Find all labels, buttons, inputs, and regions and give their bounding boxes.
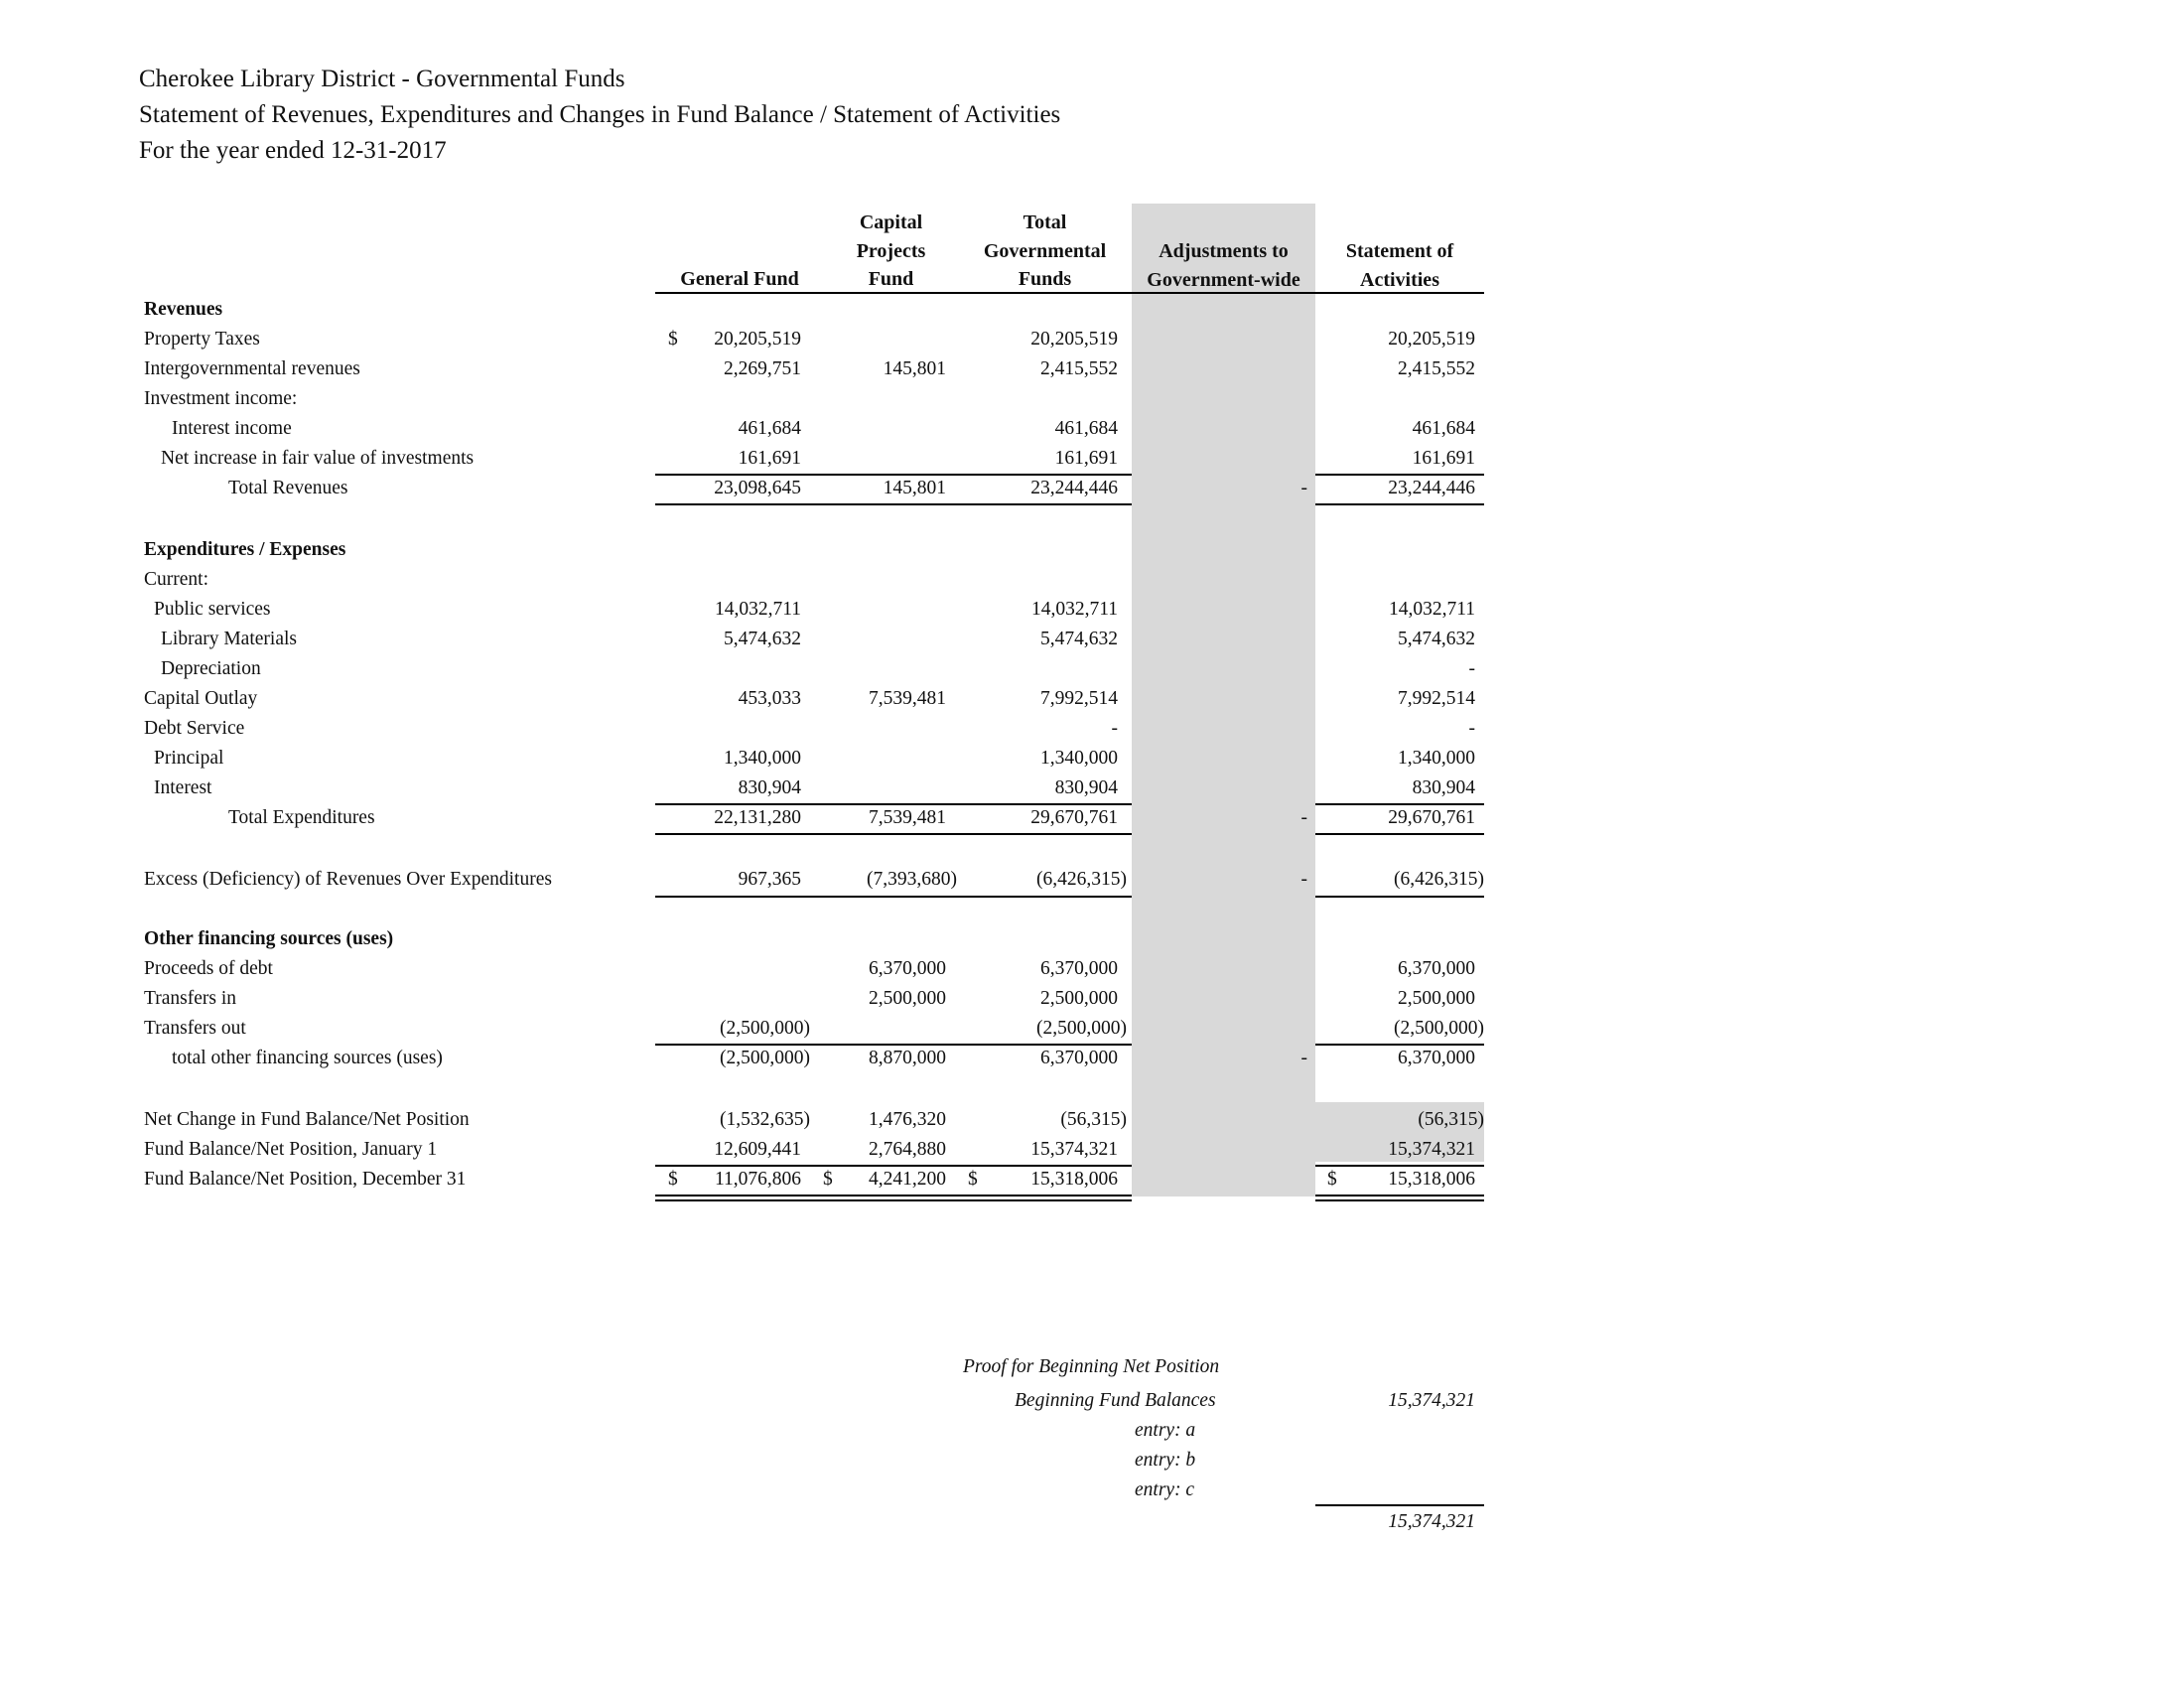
- report-title: Cherokee Library District - Governmental Funds: [139, 66, 625, 92]
- cell-general-fund: (2,500,000): [720, 1048, 810, 1068]
- proof-total: 15,374,321: [1388, 1511, 1475, 1532]
- row-label: Interest income: [172, 418, 292, 439]
- row-label: Net Change in Fund Balance/Net Position: [144, 1109, 470, 1130]
- cell-total-governmental: 461,684: [1054, 418, 1118, 439]
- cell-capital-projects: 145,801: [883, 358, 946, 379]
- row-fair-value: [0, 444, 2184, 474]
- row-label: Library Materials: [161, 629, 297, 649]
- proof-entry-b: entry: b: [1135, 1450, 1196, 1471]
- cell-statement-of-activities: 14,032,711: [1388, 599, 1475, 620]
- row-label: Intergovernmental revenues: [144, 358, 360, 379]
- double-underline: [655, 1195, 1132, 1196]
- cell-total-governmental: 23,244,446: [1030, 478, 1118, 498]
- row-label: Capital Outlay: [144, 688, 258, 709]
- col-header-line: Funds: [1018, 268, 1072, 291]
- row-label: total other financing sources (uses): [172, 1048, 443, 1068]
- cell-general-fund: 161,691: [738, 448, 801, 469]
- total-line: [1315, 896, 1484, 898]
- cell-total-governmental: (56,315): [1060, 1109, 1127, 1130]
- row-label: Property Taxes: [144, 329, 260, 350]
- proof-beginning-value: 15,374,321: [1388, 1390, 1475, 1411]
- cell-statement-of-activities: 161,691: [1412, 448, 1475, 469]
- cell-statement-of-activities: (6,426,315): [1394, 869, 1484, 890]
- cell-general-fund: (2,500,000): [720, 1018, 810, 1039]
- row-depreciation: [0, 654, 2184, 684]
- header-underline: [655, 292, 1484, 294]
- cell-capital-projects: 8,870,000: [869, 1048, 946, 1068]
- row-label: Fund Balance/Net Position, January 1: [144, 1139, 438, 1160]
- row-label: Transfers out: [144, 1018, 246, 1039]
- col-header-line: Adjustments to: [1159, 240, 1289, 262]
- report-header: [139, 62, 1060, 169]
- row-current: [0, 565, 2184, 595]
- cell-statement-of-activities: 15,374,321: [1388, 1139, 1475, 1160]
- col-header-line: Total: [1023, 211, 1067, 233]
- cell-total-governmental: 2,500,000: [1040, 988, 1118, 1009]
- col-header-line: General Fund: [680, 268, 799, 290]
- row-revenues-header: [0, 295, 2184, 325]
- cell-general-fund: 2,269,751: [724, 358, 801, 379]
- cell-general-fund: 22,131,280: [714, 807, 801, 828]
- double-underline: [1315, 1199, 1484, 1201]
- total-line: [1315, 833, 1484, 835]
- cell-total-governmental: 2,415,552: [1040, 358, 1118, 379]
- cell-statement-of-activities: 23,244,446: [1388, 478, 1475, 498]
- cell-general-fund: 967,365: [738, 869, 801, 890]
- cell-capital-projects: 2,500,000: [869, 988, 946, 1009]
- total-line: [655, 833, 1132, 835]
- proof-entry-c: entry: c: [1135, 1479, 1195, 1500]
- cell-statement-of-activities: -: [1468, 658, 1475, 679]
- cell-statement-of-activities: 7,992,514: [1398, 688, 1475, 709]
- row-transfers-in: [0, 984, 2184, 1014]
- row-proceeds-of-debt: [0, 954, 2184, 984]
- row-total-expenditures: [0, 803, 2184, 833]
- row-library-materials: [0, 625, 2184, 654]
- row-net-change: [0, 1105, 2184, 1135]
- proof-total-line: [1315, 1504, 1484, 1506]
- cell-total-governmental: 6,370,000: [1040, 958, 1118, 979]
- row-fund-balance-dec: [0, 1165, 2184, 1195]
- row-investment-income: [0, 384, 2184, 414]
- cell-general-fund: 453,033: [738, 688, 801, 709]
- col-header-line: Government-wide: [1147, 268, 1300, 291]
- cell-total-governmental: 20,205,519: [1030, 329, 1118, 350]
- total-line: [655, 896, 1132, 898]
- col-header-line: Activities: [1360, 268, 1439, 291]
- cell-general-fund: 11,076,806: [714, 1169, 801, 1190]
- row-fund-balance-jan: [0, 1135, 2184, 1165]
- cell-total-governmental: 15,374,321: [1030, 1139, 1118, 1160]
- cell-capital-projects: 7,539,481: [869, 688, 946, 709]
- row-label: Total Expenditures: [228, 807, 375, 828]
- row-principal: [0, 744, 2184, 774]
- proof-title: Proof for Beginning Net Position: [963, 1356, 1220, 1377]
- cell-total-governmental: 5,474,632: [1040, 629, 1118, 649]
- cell-total-governmental: -: [1111, 718, 1118, 739]
- row-public-services: [0, 595, 2184, 625]
- double-underline: [655, 1199, 1132, 1201]
- double-underline: [1315, 1195, 1484, 1196]
- cell-total-governmental: 14,032,711: [1030, 599, 1118, 620]
- cell-total-governmental: 29,670,761: [1030, 807, 1118, 828]
- cell-total-governmental: 1,340,000: [1040, 748, 1118, 769]
- cell-general-fund: 830,904: [738, 777, 801, 798]
- row-label: Interest: [154, 777, 212, 798]
- col-header-line: Projects: [856, 239, 926, 262]
- col-header-adjustments: [1132, 237, 1315, 294]
- cell-capital-projects: 145,801: [883, 478, 946, 498]
- proof-entry-a: entry: a: [1135, 1420, 1196, 1441]
- row-label: Fund Balance/Net Position, December 31: [144, 1169, 467, 1190]
- cell-statement-of-activities: 6,370,000: [1398, 1048, 1475, 1068]
- col-header-line: Capital: [859, 211, 923, 233]
- cell-statement-of-activities: 6,370,000: [1398, 958, 1475, 979]
- row-debt-service: [0, 714, 2184, 744]
- cell-statement-of-activities: (2,500,000): [1394, 1018, 1484, 1039]
- cell-capital-projects: (7,393,680): [867, 869, 957, 890]
- row-label: Transfers in: [144, 988, 236, 1009]
- col-header-capital-projects: [824, 209, 958, 294]
- currency-symbol: $: [668, 329, 678, 350]
- currency-symbol: $: [1327, 1169, 1337, 1190]
- cell-capital-projects: 2,764,880: [869, 1139, 946, 1160]
- row-interest-income: [0, 414, 2184, 444]
- currency-symbol: $: [968, 1169, 978, 1190]
- cell-adjustments: -: [1300, 478, 1307, 498]
- col-header-statement-of-activities: [1315, 237, 1484, 294]
- cell-general-fund: 461,684: [738, 418, 801, 439]
- row-label: Investment income:: [144, 388, 298, 409]
- cell-capital-projects: 6,370,000: [869, 958, 946, 979]
- cell-total-governmental: 7,992,514: [1040, 688, 1118, 709]
- row-label: Expenditures / Expenses: [144, 539, 346, 560]
- cell-statement-of-activities: 2,415,552: [1398, 358, 1475, 379]
- cell-general-fund: 1,340,000: [724, 748, 801, 769]
- cell-general-fund: (1,532,635): [720, 1109, 810, 1130]
- cell-capital-projects: 1,476,320: [869, 1109, 946, 1130]
- row-label: Total Revenues: [228, 478, 348, 498]
- cell-statement-of-activities: 15,318,006: [1388, 1169, 1475, 1190]
- cell-statement-of-activities: -: [1468, 718, 1475, 739]
- cell-general-fund: 20,205,519: [714, 329, 801, 350]
- row-total-revenues: [0, 474, 2184, 503]
- cell-total-governmental: 15,318,006: [1030, 1169, 1118, 1190]
- row-label: Public services: [154, 599, 271, 620]
- cell-general-fund: 12,609,441: [714, 1139, 801, 1160]
- col-header-line: Statement of: [1345, 240, 1454, 262]
- cell-statement-of-activities: 830,904: [1412, 777, 1475, 798]
- cell-general-fund: 23,098,645: [714, 478, 801, 498]
- cell-adjustments: -: [1300, 807, 1307, 828]
- proof-beginning-label: Beginning Fund Balances: [1015, 1390, 1216, 1411]
- row-expenditures-header: [0, 535, 2184, 565]
- row-excess-deficiency: [0, 865, 2184, 895]
- col-header-line: Fund: [868, 268, 914, 291]
- cell-statement-of-activities: 1,340,000: [1398, 748, 1475, 769]
- row-total-other-financing: [0, 1044, 2184, 1073]
- cell-capital-projects: 4,241,200: [869, 1169, 946, 1190]
- col-header-general-fund: [655, 265, 824, 294]
- cell-total-governmental: 830,904: [1054, 777, 1118, 798]
- total-line: [655, 503, 1132, 505]
- cell-adjustments: -: [1300, 1048, 1307, 1068]
- row-label: Debt Service: [144, 718, 245, 739]
- cell-capital-projects: 7,539,481: [869, 807, 946, 828]
- row-label: Proceeds of debt: [144, 958, 273, 979]
- total-line: [1315, 503, 1484, 505]
- cell-statement-of-activities: 461,684: [1412, 418, 1475, 439]
- cell-general-fund: 5,474,632: [724, 629, 801, 649]
- cell-statement-of-activities: 29,670,761: [1388, 807, 1475, 828]
- cell-adjustments: -: [1300, 869, 1307, 890]
- row-label: Current:: [144, 569, 208, 590]
- report-period: For the year ended 12-31-2017: [139, 137, 447, 164]
- row-transfers-out: [0, 1014, 2184, 1044]
- currency-symbol: $: [823, 1169, 833, 1190]
- row-interest: [0, 774, 2184, 803]
- cell-statement-of-activities: (56,315): [1418, 1109, 1484, 1130]
- row-label: Principal: [154, 748, 224, 769]
- cell-statement-of-activities: 20,205,519: [1388, 329, 1475, 350]
- cell-statement-of-activities: 2,500,000: [1398, 988, 1475, 1009]
- row-intergovernmental: [0, 354, 2184, 384]
- cell-total-governmental: 161,691: [1054, 448, 1118, 469]
- cell-statement-of-activities: 5,474,632: [1398, 629, 1475, 649]
- cell-total-governmental: 6,370,000: [1040, 1048, 1118, 1068]
- row-capital-outlay: [0, 684, 2184, 714]
- row-label: Depreciation: [161, 658, 261, 679]
- row-label: Excess (Deficiency) of Revenues Over Expenditures: [144, 869, 552, 890]
- row-label: Revenues: [144, 299, 223, 320]
- row-property-taxes: [0, 325, 2184, 354]
- row-label: Net increase in fair value of investments: [161, 448, 475, 469]
- col-header-line: Governmental: [983, 239, 1107, 262]
- report-subtitle: Statement of Revenues, Expenditures and Changes in Fund Balance / Statement of Activities: [139, 101, 1061, 128]
- row-other-financing-header: [0, 924, 2184, 954]
- cell-general-fund: 14,032,711: [714, 599, 801, 620]
- cell-total-governmental: (2,500,000): [1036, 1018, 1127, 1039]
- row-label: Other financing sources (uses): [144, 928, 394, 949]
- cell-total-governmental: (6,426,315): [1036, 869, 1127, 890]
- currency-symbol: $: [668, 1169, 678, 1190]
- col-header-total-governmental: [958, 209, 1132, 294]
